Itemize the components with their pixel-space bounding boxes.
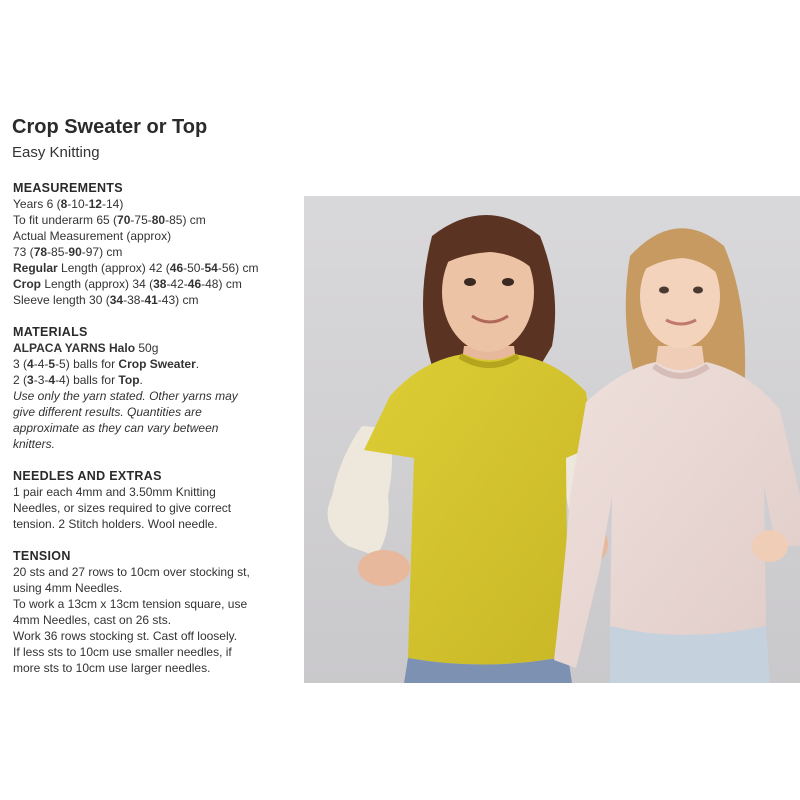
measurements-section: [13, 180, 305, 308]
model-photo: [304, 196, 800, 683]
actual-measurement-values: 73 (78-85-90-97) cm: [13, 245, 123, 259]
actual-measurement-label: Actual Measurement (approx): [13, 229, 172, 243]
yarn-note-line: Use only the yarn stated. Other yarns may: [13, 389, 238, 403]
materials-heading: MATERIALS: [13, 325, 88, 339]
materials-section: [13, 324, 305, 452]
tension-section: [13, 548, 305, 676]
yarn-note-line: knitters.: [13, 437, 56, 451]
needles-line: Needles, or sizes required to give correct: [13, 501, 232, 515]
tension-line: Work 36 rows stocking st. Cast off loosely.: [13, 629, 238, 643]
yarn-note-line: give different results. Quantities are: [13, 405, 202, 419]
yarn-note-line: approximate as they can vary between: [13, 421, 219, 435]
pattern-subtitle: Easy Knitting: [12, 144, 100, 161]
yarn-line: ALPACA YARNS Halo 50g: [13, 341, 159, 355]
regular-length-line: Regular Length (approx) 42 (46-50-54-56) cm: [13, 261, 259, 275]
tension-line: To work a 13cm x 13cm tension square, use: [13, 597, 248, 611]
tension-line: more sts to 10cm use larger needles.: [13, 661, 211, 675]
years-line: Years 6 (8-10-12-14): [13, 197, 124, 211]
needles-heading: NEEDLES AND EXTRAS: [13, 469, 162, 483]
underarm-line: To fit underarm 65 (70-75-80-85) cm: [13, 213, 206, 227]
top-balls-line: 2 (3-3-4-4) balls for Top.: [13, 373, 143, 387]
crop-length-line: Crop Length (approx) 34 (38-42-46-48) cm: [13, 277, 242, 291]
tension-line: If less sts to 10cm use smaller needles, if: [13, 645, 232, 659]
tension-heading: TENSION: [13, 549, 71, 563]
sleeve-length-line: Sleeve length 30 (34-38-41-43) cm: [13, 293, 199, 307]
crop-sweater-balls-line: 3 (4-4-5-5) balls for Crop Sweater.: [13, 357, 200, 371]
measurements-heading: MEASUREMENTS: [13, 181, 123, 195]
needles-line: 1 pair each 4mm and 3.50mm Knitting: [13, 485, 216, 499]
tension-line: using 4mm Needles.: [13, 581, 123, 595]
tension-line: 20 sts and 27 rows to 10cm over stocking st,: [13, 565, 250, 579]
tension-line: 4mm Needles, cast on 26 sts.: [13, 613, 172, 627]
pattern-title: Crop Sweater or Top: [12, 116, 208, 138]
needles-line: tension. 2 Stitch holders. Wool needle.: [13, 517, 218, 531]
needles-section: [13, 468, 305, 532]
